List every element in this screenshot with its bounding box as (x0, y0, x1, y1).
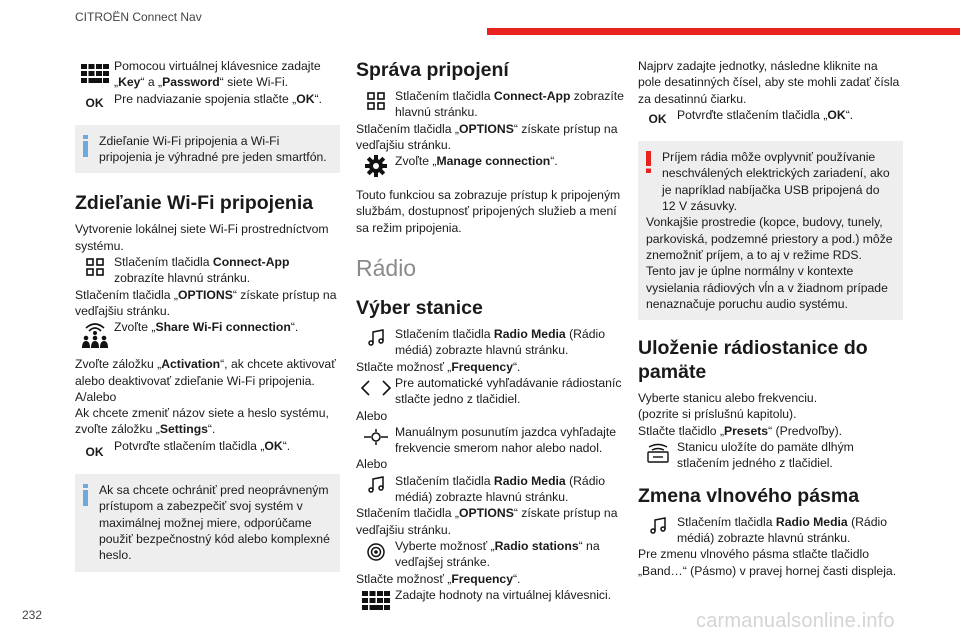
units-text: Najprv zadajte jednotky, následne kliknite na pole desatinných čísel, aby ste mohli zadať čísla za desatinnú čiarku. (638, 59, 900, 106)
watermark: carmanualsonline.info (696, 610, 895, 632)
activation-text: Zvoľte záložku „Activation“, ak chcete aktivovať alebo deaktivovať zdieľanie Wi-Fi pripojenia. (75, 357, 336, 388)
header-accent-bar (487, 28, 960, 35)
music-note-icon (367, 329, 385, 347)
header-title: CITROËN Connect Nav (75, 10, 202, 24)
keyboard-icon (362, 591, 390, 611)
section-heading-manage: Správa pripojení (356, 59, 509, 81)
ok-icon: OK (85, 95, 104, 110)
frequency-text: Stlačte možnosť „Frequency“. (356, 359, 521, 374)
radio-media-step (356, 326, 624, 359)
manual-search-text: Manuálnym posunutím jazdca vyhľadajte frekvencie smerom nahor alebo nadol. (395, 424, 617, 456)
function-text: Touto funkciou sa zobrazuje prístup k pripojeným službám, dostupnosť pripojených služieb a mení sa režim pripojenia. (356, 188, 621, 235)
settings-text: Ak chcete zmeniť názov siete a heslo systému, zvoľte záložku „Settings“. (75, 406, 329, 437)
manual-search-step (356, 424, 624, 457)
connect-app-step (75, 254, 340, 287)
radio-media-step (356, 473, 624, 506)
apps-grid-icon (86, 258, 104, 276)
radio-stations-text: Vyberte možnosť „Radio stations“ na vedľajšej stránke. (395, 538, 600, 570)
ok-text: Pre nadviazanie spojenia stlačte „OK“. (114, 91, 322, 106)
column-1 (75, 58, 340, 578)
values-text: Zadajte hodnoty na virtuálnej klávesnici. (395, 587, 612, 602)
options-text: Stlačením tlačidla „OPTIONS“ získate prístup na vedľajšiu stránku. (75, 287, 337, 318)
keyboard-icon (81, 64, 109, 84)
tuning-slider-icon (363, 428, 389, 446)
gear-icon (365, 155, 387, 177)
preset-hand-icon (646, 441, 670, 463)
section-heading-save: Uloženie rádiostanice do pamäte (638, 337, 868, 384)
connect-app-text: Stlačením tlačidla Connect-App zobrazíte hlavnú stránku. (395, 89, 624, 120)
warning-icon (646, 151, 652, 173)
warning-box (638, 141, 903, 320)
seek-arrows-icon (359, 379, 393, 397)
auto-search-text: Pre automatické vyhľadávanie rádiostaníc stlačte jedno z tlačidiel. (395, 375, 622, 407)
band-text: Pre zmenu vlnového pásma stlačte tlačidlo „Band…“ (Pásmo) v pravej hornej časti displeja. (638, 547, 897, 578)
share-wifi-text: Zvoľte „Share Wi-Fi connection“. (114, 320, 299, 335)
note-text: Zdieľanie Wi-Fi pripojenia a Wi-Fi pripojenia je výhradné pre jeden smartfón. (99, 133, 327, 165)
column-2 (356, 58, 624, 611)
music-note-icon (367, 476, 385, 494)
section-heading-band: Zmena vlnového pásma (638, 484, 860, 507)
radio-media-text: Stlačením tlačidla Radio Media (Rádio médiá) zobrazte hlavnú stránku. (395, 327, 605, 358)
confirm-text: Potvrďte stlačením tlačidla „OK“. (677, 107, 854, 122)
share-wifi-step (75, 319, 340, 350)
frequency-text: Stlačte možnosť „Frequency“. (356, 571, 521, 586)
connect-app-text: Stlačením tlačidla Connect-App zobrazíte hlavnú stránku. (114, 255, 290, 286)
radio-media-text: Stlačením tlačidla Radio Media (Rádio médiá) zobrazte hlavnú stránku. (677, 514, 887, 545)
share-intro: Vytvorenie lokálnej siete Wi-Fi prostredníctvom systému. (75, 222, 329, 253)
ok-step (75, 91, 340, 111)
or-text: Alebo (356, 408, 388, 423)
note-text: Ak sa chcete ochrániť pred neoprávneným prístupom a zabezpečiť svoj systém v maximálnej možnej miere, odporúčame použiť bezpečnostný kód alebo komplexné heslo. (99, 483, 330, 563)
note-box (75, 125, 340, 174)
choose-text: Vyberte stanicu alebo frekvenciu. (638, 391, 818, 406)
options-text: Stlačením tlačidla „OPTIONS“ získate prístup na vedľajšiu stránku. (356, 506, 618, 537)
confirm-step (638, 107, 903, 127)
options-text: Stlačením tlačidla „OPTIONS“ získate prístup na vedľajšiu stránku. (356, 121, 618, 152)
info-icon (83, 135, 89, 157)
radio-media-text: Stlačením tlačidla Radio Media (Rádio médiá) zobrazte hlavnú stránku. (395, 473, 605, 505)
section-heading-radio: Rádio (356, 255, 417, 282)
auto-search-step (356, 375, 624, 408)
keyboard-step (356, 587, 624, 611)
note-box-security (75, 474, 340, 571)
warning-text: Príjem rádia môže ovplyvniť používanie neschválených elektrických zariadení, ako je napríklad nabíjačka USB pripojená do 12 V zásuvky. (662, 150, 890, 214)
music-note-icon (649, 517, 667, 535)
connect-app-step (356, 88, 624, 121)
ok-icon: OK (648, 111, 667, 126)
or-text: A/alebo (75, 389, 117, 404)
wifi-hotspot-icon (80, 320, 110, 350)
manage-step (356, 153, 624, 177)
presets-text: Stlačte tlačidlo „Presets“ (Predvoľby). (638, 423, 843, 438)
radio-stations-step (356, 538, 624, 571)
confirm-step (75, 438, 340, 460)
long-press-text: Stanicu uložíte do pamäte dlhým stlačením jedného z tlačidiel. (677, 440, 854, 471)
page-number: 232 (22, 608, 43, 622)
apps-grid-icon (367, 92, 385, 110)
section-heading-share: Zdieľanie Wi-Fi pripojenia (75, 192, 314, 215)
or-text: Alebo (356, 457, 388, 472)
warning-text-2: Vonkajšie prostredie (kopce, budovy, tunely, parkoviská, podzemné priestory a pod.) môže znemožniť príjem, a to aj v režime RDS. Tento jav je úplne normálny v kontexte vysielania rádiových vĺn a v žiadnom prípade nenaznačuje poruchu audio systému. (646, 215, 893, 311)
radio-media-step (638, 514, 903, 547)
ok-icon: OK (85, 444, 104, 459)
confirm-text: Potvrďte stlačením tlačidla „OK“. (114, 438, 291, 453)
long-press-step (638, 439, 903, 472)
section-heading-select: Výber stanice (356, 297, 483, 320)
manage-text: Zvoľte „Manage connection“. (395, 154, 558, 169)
radio-broadcast-icon (366, 542, 386, 562)
reference-text: (pozrite si príslušnú kapitolu). (638, 407, 797, 422)
info-icon (83, 484, 89, 506)
column-3 (638, 58, 903, 579)
keyboard-step (75, 58, 340, 91)
keyboard-text: Pomocou virtuálnej klávesnice zadajte „Key“ a „Password“ siete Wi-Fi. (114, 59, 321, 90)
